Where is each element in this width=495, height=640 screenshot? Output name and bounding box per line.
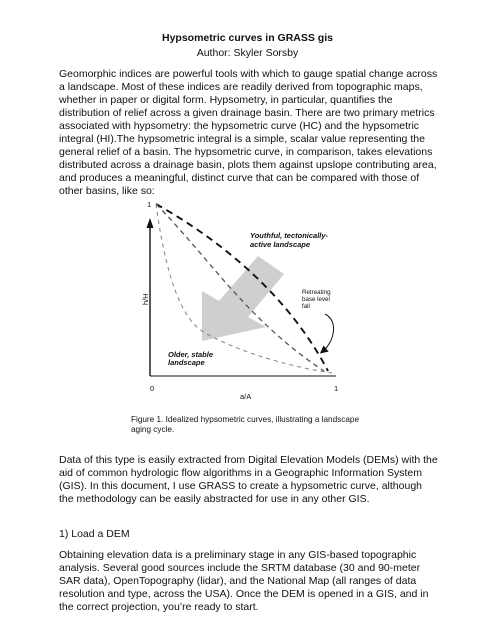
hypsometric-figure <box>136 193 366 407</box>
older-label-line2: landscape <box>168 358 205 367</box>
retreating-label-line1: Retreating <box>302 289 331 296</box>
data-extraction-paragraph: Data of this type is easily extracted from Digital Elevation Models (DEMs) with the aid of common hydrologic flow algorithms in a Geographic Information System (GIS). In this document, I use GRASS to create a hypsometric curve, although the methodology can be easily abstracted for use in any other GIS. <box>59 454 438 505</box>
origin-label: 0 <box>150 384 155 393</box>
youthful-label-line2: active landscape <box>250 240 311 249</box>
document-author: Author: Skyler Sorsby <box>196 47 299 59</box>
section-heading-load-dem: 1) Load a DEM <box>59 528 130 540</box>
hypsometric-diagram <box>136 193 366 407</box>
intro-paragraph: Geomorphic indices are powerful tools with which to gauge spatial change across a landscape. Most of these indices are readily derived from topographic maps, whether in paper or digital form. Hypsometry, in particular, quantifies the distribution of relief across a given drainage basin. There are two primary metrics associated with hypsometry: the hypsometric curve (HC) and the hypsometric integral (HI).The hypsometric integral is a simple, scalar value representing the general relief of a basin. The hypsometric curve, in comparison, takes elevations distributed across a drainage basin, plots them against upslope contributing area, and produces a meaningful, distinct curve that can be compared with those of other basins, like so: <box>59 68 438 197</box>
x-axis-label: a/A <box>240 392 252 401</box>
retreating-baselevel-arrow <box>323 314 334 351</box>
landscape-aging-arrow <box>202 256 284 341</box>
older-label-line1: Older, stable <box>168 350 214 359</box>
y-axis-arrowhead <box>147 218 154 228</box>
y-tick-top: 1 <box>147 200 152 209</box>
y-axis-label: h/H <box>141 293 150 305</box>
figure-caption: Figure 1. Idealized hypsometric curves, illustrating a landscape aging cycle. <box>131 415 359 434</box>
youthful-label-line1: Youthful, tectonically- <box>250 231 329 240</box>
retreating-label-line3: fall <box>302 303 310 310</box>
elevation-data-paragraph: Obtaining elevation data is a preliminary stage in any GIS-based topographic analysis. Several good sources include the SRTM database (30 and 90-meter SAR data), OpenTopography (lidar), and the National Map (all ranges of data resolution and type, across the USA). Once the DEM is opened in a GIS, and in the correct projection, you’re ready to start. <box>59 549 429 613</box>
document-title: Hypsometric curves in GRASS gis <box>162 32 333 44</box>
retreating-label-line2: base level <box>302 296 330 303</box>
x-tick-right: 1 <box>334 384 339 393</box>
